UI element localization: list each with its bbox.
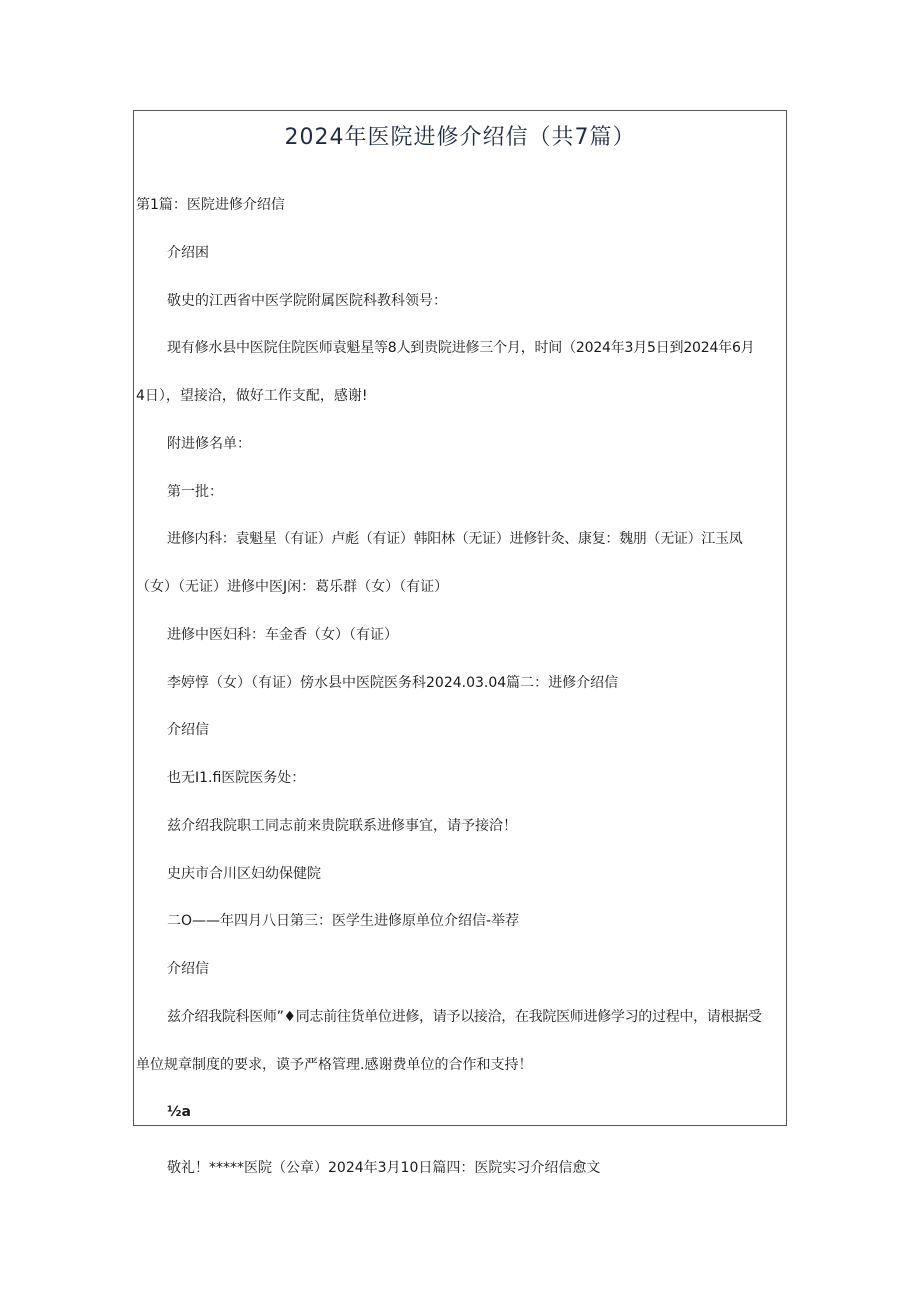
letter-body-line: 4日），望接洽，做好工作支配，感谢! xyxy=(136,388,368,404)
letter-heading: 介绍信 xyxy=(167,961,209,977)
document-title: 2024年医院进修介绍信（共7篇） xyxy=(284,125,636,150)
letter-signature-line: 李婷惇（女）（有证）傍水县中医院医务科2024.03.04篇二：进修介绍信 xyxy=(167,675,619,691)
letter-heading: 介绍信 xyxy=(167,722,209,738)
batch-heading: 第一批： xyxy=(167,484,223,500)
letter-body-line: 兹介绍我院职工同志前来贵院联系进修事宜，请予接洽！ xyxy=(167,818,517,834)
roster-heading: 附进修名单： xyxy=(167,436,251,452)
letter-salutation: 也无I1.fi医院医务处： xyxy=(167,770,306,786)
roster-line: 进修中医妇科：车金香（女）（有证） xyxy=(167,627,398,643)
closing-line: 敬礼！*****医院（公章）2024年3月10日篇四：医院实习介绍信愈文 xyxy=(167,1160,601,1176)
letter-date-line: 二O——年四月八日第三：医学生进修原单位介绍信-举荐 xyxy=(167,913,520,929)
document-border xyxy=(133,110,787,1126)
roster-line: （女）（无证）进修中医J闲：葛乐群（女）（有证） xyxy=(136,579,449,595)
letter-signature-line: 史庆市合川区妇幼保健院 xyxy=(167,866,321,882)
roster-line: 进修内科：袁魁星（有证）卢彪（有证）韩阳林（无证）进修针灸、康复：魏朋（无证）江玉凤 xyxy=(167,531,743,547)
letter-fragment: ½a xyxy=(167,1104,191,1120)
letter-body-line: 兹介绍我院科医师”♦同志前往货单位进修，请予以接洽，在我院医师进修学习的过程中，请根据受 xyxy=(167,1009,762,1025)
letter-salutation: 敬史的江西省中医学院附属医院科教科领号： xyxy=(167,293,447,309)
section-heading-1: 第1篇：医院进修介绍信 xyxy=(136,197,285,213)
letter-heading: 介绍困 xyxy=(167,245,209,261)
letter-body-line: 单位规章制度的要求，谟予严格管理.感谢费单位的合作和支持！ xyxy=(136,1057,533,1073)
letter-body-line: 现有修水县中医院住院医师袁魁星等8人到贵院进修三个月，时间（2024年3月5日到2024年6月 xyxy=(167,340,755,356)
